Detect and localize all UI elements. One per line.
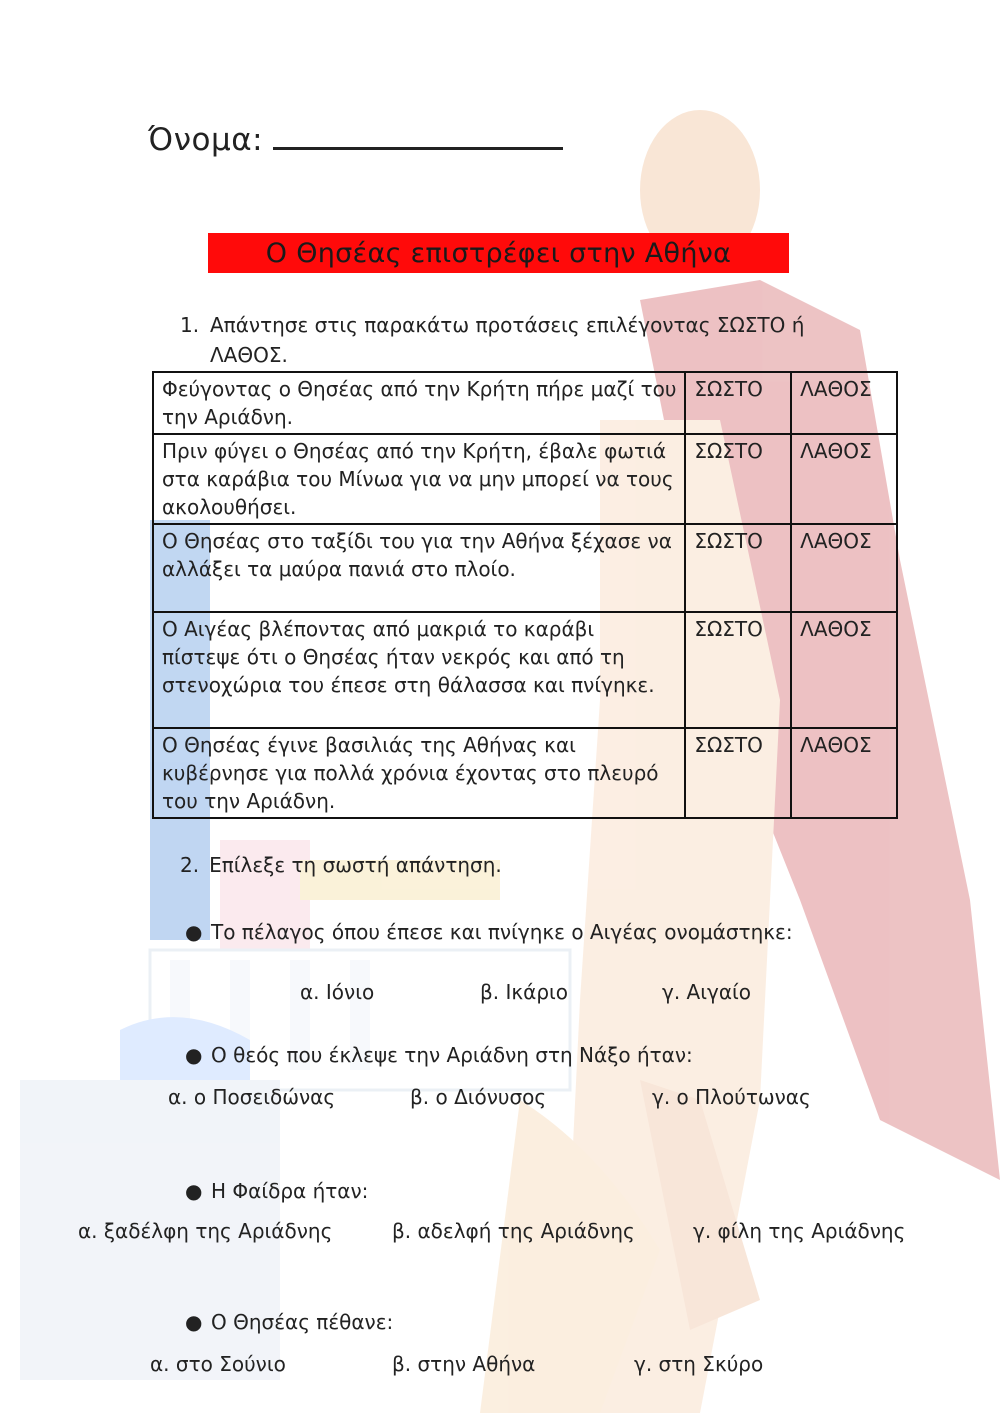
mc-option-b[interactable]: β. ο Διόνυσος [410, 1085, 547, 1109]
table-row [153, 612, 897, 728]
bullet-icon: ● [185, 1043, 203, 1067]
true-option[interactable] [685, 612, 791, 728]
question-text: Απάντησε στις παρακάτω προτάσεις επιλέγοντας ΣΩΣΤΟ ή ΛΑΘΟΣ. [210, 313, 805, 367]
mc-option-a[interactable]: α. ξαδέλφη της Αριάδνης [78, 1219, 333, 1243]
bullet-icon: ● [185, 1310, 203, 1334]
false-label[interactable]: ΛΑΘΟΣ [800, 377, 872, 401]
table-row [153, 372, 897, 434]
true-label[interactable]: ΣΩΣΤΟ [694, 733, 763, 757]
question-text: Επίλεξε τη σωστή απάντηση. [209, 853, 502, 877]
false-label[interactable]: ΛΑΘΟΣ [800, 617, 872, 641]
table-row [153, 728, 897, 818]
name-label: Όνομα: [148, 122, 264, 158]
mc-question-text: Ο Θησέας πέθανε: [211, 1310, 394, 1334]
false-option[interactable] [791, 434, 897, 524]
name-field [148, 122, 563, 158]
mc-option-b[interactable]: β. αδελφή της Αριάδνης [392, 1219, 635, 1243]
false-option[interactable] [791, 524, 897, 612]
bullet-icon: ● [185, 920, 203, 944]
mc-option-c[interactable]: γ. στη Σκύρο [634, 1352, 764, 1376]
mc-option-a[interactable]: α. Ιόνιο [300, 980, 375, 1004]
mc-question-3 [185, 1176, 369, 1206]
false-label[interactable]: ΛΑΘΟΣ [800, 733, 872, 757]
true-label[interactable]: ΣΩΣΤΟ [694, 377, 763, 401]
false-label[interactable]: ΛΑΘΟΣ [800, 439, 872, 463]
statement-cell: Ο Αιγέας βλέποντας από μακριά το καράβι πίστεψε ότι ο Θησέας ήταν νεκρός και από τη στενοχώρια του έπεσε στη θάλασσα και πνίγηκε. [153, 612, 685, 728]
question-2-instruction [180, 853, 502, 877]
table-row [153, 524, 897, 612]
mc-question-text: Ο θεός που έκλεψε την Αριάδνη στη Νάξο ήταν: [211, 1043, 693, 1067]
statement-cell: Ο Θησέας στο ταξίδι του για την Αθήνα ξέχασε να αλλάξει τα μαύρα πανιά στο πλοίο. [153, 524, 685, 612]
mc-question-1 [185, 917, 847, 947]
true-option[interactable] [685, 434, 791, 524]
question-number: 1. [180, 313, 200, 337]
mc-option-c[interactable]: γ. Αιγαίο [662, 980, 752, 1004]
true-option[interactable] [685, 372, 791, 434]
true-option[interactable] [685, 524, 791, 612]
true-false-table [152, 371, 898, 819]
mc-question-text: Το πέλαγος όπου έπεσε και πνίγηκε ο Αιγέας ονομάστηκε: [211, 920, 793, 944]
statement-cell: Ο Θησέας έγινε βασιλιάς της Αθήνας και κυβέρνησε για πολλά χρόνια έχοντας στο πλευρό του την Αριάδνη. [153, 728, 685, 818]
name-blank-line[interactable] [273, 123, 563, 150]
statement-cell: Πριν φύγει ο Θησέας από την Κρήτη, έβαλε φωτιά στα καράβια του Μίνωα για να μην μπορεί να τους ακολουθήσει. [153, 434, 685, 524]
question-number: 2. [180, 853, 200, 877]
bullet-icon: ● [185, 1179, 203, 1203]
true-label[interactable]: ΣΩΣΤΟ [694, 439, 763, 463]
mc-option-c[interactable]: γ. φίλη της Αριάδνης [693, 1219, 906, 1243]
false-option[interactable] [791, 372, 897, 434]
mc-option-c[interactable]: γ. ο Πλούτωνας [652, 1085, 811, 1109]
mc-option-a[interactable]: α. ο Ποσειδώνας [168, 1085, 336, 1109]
mc-question-4 [185, 1307, 394, 1337]
question-1-instruction [180, 310, 820, 370]
true-option[interactable] [685, 728, 791, 818]
false-option[interactable] [791, 612, 897, 728]
mc-option-a[interactable]: α. στο Σούνιο [150, 1352, 286, 1376]
false-option[interactable] [791, 728, 897, 818]
true-label[interactable]: ΣΩΣΤΟ [694, 617, 763, 641]
false-label[interactable]: ΛΑΘΟΣ [800, 529, 872, 553]
table-row [153, 434, 897, 524]
statement-cell: Φεύγοντας ο Θησέας από την Κρήτη πήρε μαζί του την Αριάδνη. [153, 372, 685, 434]
mc-question-text: Η Φαίδρα ήταν: [211, 1179, 369, 1203]
worksheet-title: Ο Θησέας επιστρέφει στην Αθήνα [208, 233, 789, 273]
mc-question-2 [185, 1040, 693, 1070]
true-label[interactable]: ΣΩΣΤΟ [694, 529, 763, 553]
mc-option-b[interactable]: β. στην Αθήνα [392, 1352, 536, 1376]
mc-option-b[interactable]: β. Ικάριο [480, 980, 569, 1004]
